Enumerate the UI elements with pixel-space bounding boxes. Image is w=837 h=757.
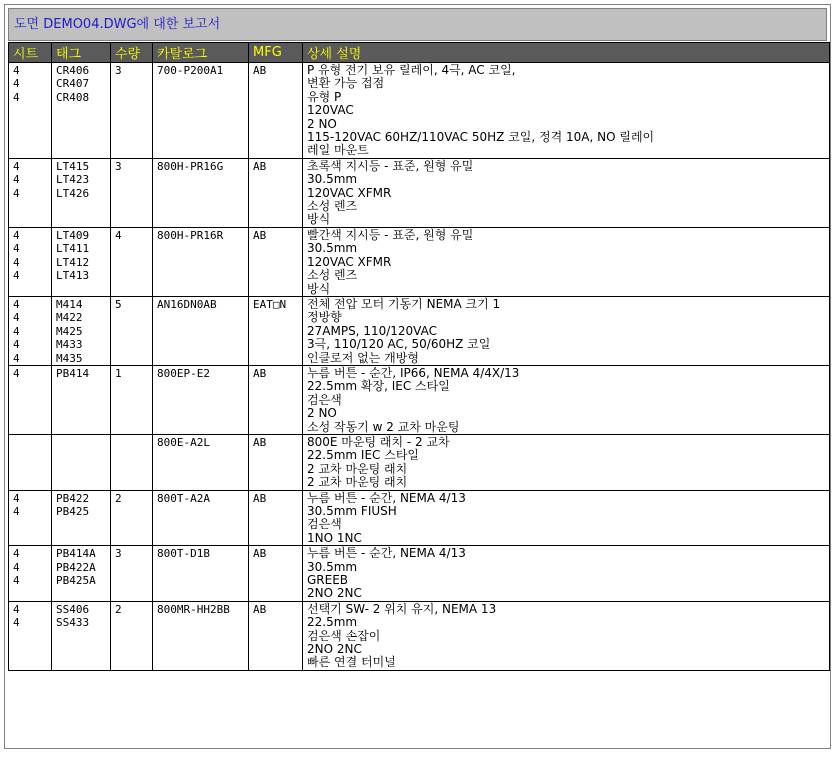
description-cell (303, 434, 830, 490)
description-line: 선택기 SW- 2 위치 유지, NEMA 13 (307, 601, 497, 616)
tag-value: LT412 (56, 255, 90, 269)
table-row (9, 365, 830, 434)
description-cell (303, 158, 830, 227)
tag-value: M433 (56, 338, 83, 352)
description-line: 정방향 (307, 310, 342, 325)
description-cell (303, 227, 830, 296)
table-row (9, 490, 830, 546)
tag-cell (52, 227, 111, 296)
mfg-cell: AB (249, 546, 303, 602)
tag-cell (52, 158, 111, 227)
sheet-value: 4 (13, 366, 20, 380)
sheet-value: 4 (13, 159, 20, 173)
column-header-description: 상세 설명 (303, 43, 830, 63)
sheet-value: 4 (13, 351, 20, 365)
tag-value: SS406 (56, 602, 90, 616)
table-row (9, 63, 830, 159)
header-row (9, 43, 830, 63)
sheet-cell (9, 63, 52, 159)
description-line: 22.5mm (307, 615, 358, 630)
tag-value: M422 (56, 311, 83, 325)
description-line: 800E 마운팅 래치 - 2 교차 (307, 434, 450, 449)
description-line: 2 NO (307, 116, 337, 131)
catalog-cell: AN16DN0AB (153, 296, 249, 365)
description-line: 소성 렌즈 (307, 199, 358, 214)
sheet-value: 4 (13, 242, 20, 256)
description-line: 2 교차 마운팅 래치 (307, 461, 408, 476)
tag-value: CR406 (56, 64, 90, 77)
sheet-cell (9, 365, 52, 434)
description-cell (303, 365, 830, 434)
tag-value: M414 (56, 297, 83, 311)
description-line: 빠른 연결 터미널 (307, 655, 396, 670)
table-row (9, 434, 830, 490)
tag-value: PB425 (56, 505, 90, 518)
report-frame (4, 4, 831, 749)
description-line: 전체 전압 모터 기동기 NEMA 크기 1 (307, 296, 501, 311)
description-line: 소성 작동기 w 2 교차 마운팅 (307, 419, 460, 434)
description-line: 방식 (307, 212, 331, 227)
parts-table (8, 42, 830, 671)
description-line: 검은색 손잡이 (307, 628, 381, 643)
description-line: 누름 버튼 - 순간, NEMA 4/13 (307, 546, 466, 561)
sheet-value: 4 (13, 574, 20, 588)
sheet-value: 4 (13, 338, 20, 352)
mfg-cell: AB (249, 227, 303, 296)
description-line: 120VAC (307, 103, 354, 118)
mfg-cell: AB (249, 63, 303, 159)
tag-value: LT426 (56, 186, 90, 200)
tag-value: SS433 (56, 616, 90, 630)
catalog-cell: 800T-A2A (153, 490, 249, 546)
catalog-cell: 800T-D1B (153, 546, 249, 602)
qty-cell: 2 (111, 490, 153, 546)
sheet-value: 4 (13, 64, 20, 77)
column-header-sheet: 시트 (9, 43, 52, 63)
table-row (9, 296, 830, 365)
tag-cell (52, 296, 111, 365)
tag-value: CR408 (56, 90, 90, 104)
table-row (9, 546, 830, 602)
description-cell (303, 490, 830, 546)
table-body (9, 63, 830, 671)
tag-cell (52, 365, 111, 434)
tag-value: M425 (56, 324, 83, 338)
mfg-cell: AB (249, 434, 303, 490)
description-line: 30.5mm (307, 559, 358, 574)
sheet-value: 4 (13, 297, 20, 311)
description-line: 27AMPS, 110/120VAC (307, 323, 437, 338)
description-line: 30.5mm (307, 241, 358, 256)
sheet-cell (9, 227, 52, 296)
description-line: 30.5mm (307, 172, 358, 187)
qty-cell (111, 434, 153, 490)
catalog-cell: 800MR-HH2BB (153, 601, 249, 670)
sheet-value: 4 (13, 602, 20, 616)
catalog-cell: 700-P200A1 (153, 63, 249, 159)
catalog-cell: 800E-A2L (153, 434, 249, 490)
description-line: 2 교차 마운팅 래치 (307, 475, 408, 490)
description-line: 120VAC XFMR (307, 185, 392, 200)
tag-cell (52, 601, 111, 670)
description-line: 검은색 (307, 392, 342, 407)
sheet-cell (9, 434, 52, 490)
description-line: 22.5mm IEC 스타일 (307, 448, 420, 463)
sheet-value: 4 (13, 269, 20, 283)
sheet-value: 4 (13, 311, 20, 325)
tag-value: PB422A (56, 560, 96, 574)
tag-cell (52, 490, 111, 546)
description-line: 검은색 (307, 517, 342, 532)
mfg-cell: AB (249, 601, 303, 670)
description-cell (303, 601, 830, 670)
qty-cell: 3 (111, 158, 153, 227)
tag-value: PB414 (56, 366, 90, 380)
description-line: 2NO 2NC (307, 642, 362, 657)
qty-cell: 5 (111, 296, 153, 365)
description-cell (303, 546, 830, 602)
sheet-cell (9, 601, 52, 670)
description-line: 초록색 지시등 - 표준, 원형 유밀 (307, 158, 474, 173)
report-title: 도면 DEMO04.DWG에 대한 보고서 (8, 8, 827, 41)
description-line: 누름 버튼 - 순간, NEMA 4/13 (307, 490, 466, 505)
description-line: 2NO 2NC (307, 586, 362, 601)
sheet-value: 4 (13, 173, 20, 187)
sheet-value: 4 (13, 77, 20, 91)
description-line: 소성 렌즈 (307, 268, 358, 283)
description-line: 누름 버튼 - 순간, IP66, NEMA 4/4X/13 (307, 365, 520, 380)
description-line: 30.5mm FIUSH (307, 504, 397, 518)
sheet-value: 4 (13, 547, 20, 561)
catalog-cell: 800H-PR16G (153, 158, 249, 227)
tag-cell (52, 546, 111, 602)
description-line: 115-120VAC 60HZ/110VAC 50HZ 코일, 정격 10A, NO 릴레이 (307, 130, 655, 145)
tag-value: LT415 (56, 159, 90, 173)
sheet-value: 4 (13, 324, 20, 338)
tag-value: LT423 (56, 173, 90, 187)
description-line: 빨간색 지시등 - 표준, 원형 유밀 (307, 227, 474, 242)
tag-value: PB414A (56, 547, 96, 561)
mfg-cell: AB (249, 490, 303, 546)
tag-value: PB422 (56, 491, 90, 505)
sheet-value: 4 (13, 505, 20, 518)
sheet-value: 4 (13, 616, 20, 630)
description-line: GREEB (307, 573, 349, 588)
tag-cell (52, 434, 111, 490)
sheet-value: 4 (13, 560, 20, 574)
column-header-catalog: 카탈로그 (153, 43, 249, 63)
sheet-value: 4 (13, 228, 20, 242)
description-line: P 유형 전기 보유 릴레이, 4극, AC 코일, (307, 63, 516, 77)
table-row (9, 601, 830, 670)
sheet-cell (9, 546, 52, 602)
tag-value: PB425A (56, 574, 96, 588)
qty-cell: 1 (111, 365, 153, 434)
table-row (9, 158, 830, 227)
description-line: 변환 가능 접점 (307, 76, 385, 91)
description-line: 방식 (307, 281, 331, 296)
description-line: 1NO 1NC (307, 530, 362, 545)
sheet-value: 4 (13, 186, 20, 200)
mfg-cell: EAT□N (249, 296, 303, 365)
sheet-cell (9, 490, 52, 546)
description-line: 120VAC XFMR (307, 254, 392, 269)
tag-value: M435 (56, 351, 83, 365)
column-header-mfg: MFG (249, 43, 303, 63)
description-line: 3극, 110/120 AC, 50/60HZ 코일 (307, 337, 491, 352)
qty-cell: 3 (111, 546, 153, 602)
description-line: 인클로저 없는 개방형 (307, 350, 419, 365)
sheet-value: 4 (13, 90, 20, 104)
catalog-cell: 800EP-E2 (153, 365, 249, 434)
catalog-cell: 800H-PR16R (153, 227, 249, 296)
description-line: 22.5mm 확장, IEC 스타일 (307, 379, 450, 394)
tag-value: LT413 (56, 269, 90, 283)
table-row (9, 227, 830, 296)
column-header-qty: 수량 (111, 43, 153, 63)
column-header-tag: 태그 (52, 43, 111, 63)
description-cell (303, 296, 830, 365)
sheet-value: 4 (13, 491, 20, 505)
tag-value: LT411 (56, 242, 90, 256)
sheet-value: 4 (13, 255, 20, 269)
qty-cell: 3 (111, 63, 153, 159)
description-line: 2 NO (307, 406, 337, 421)
mfg-cell: AB (249, 365, 303, 434)
qty-cell: 4 (111, 227, 153, 296)
tag-cell (52, 63, 111, 159)
sheet-cell (9, 296, 52, 365)
description-cell (303, 63, 830, 159)
description-line: 레일 마운트 (307, 143, 369, 158)
mfg-cell: AB (249, 158, 303, 227)
sheet-cell (9, 158, 52, 227)
tag-value: LT409 (56, 228, 90, 242)
qty-cell: 2 (111, 601, 153, 670)
tag-value: CR407 (56, 77, 90, 91)
description-line: 유형 P (307, 89, 342, 104)
